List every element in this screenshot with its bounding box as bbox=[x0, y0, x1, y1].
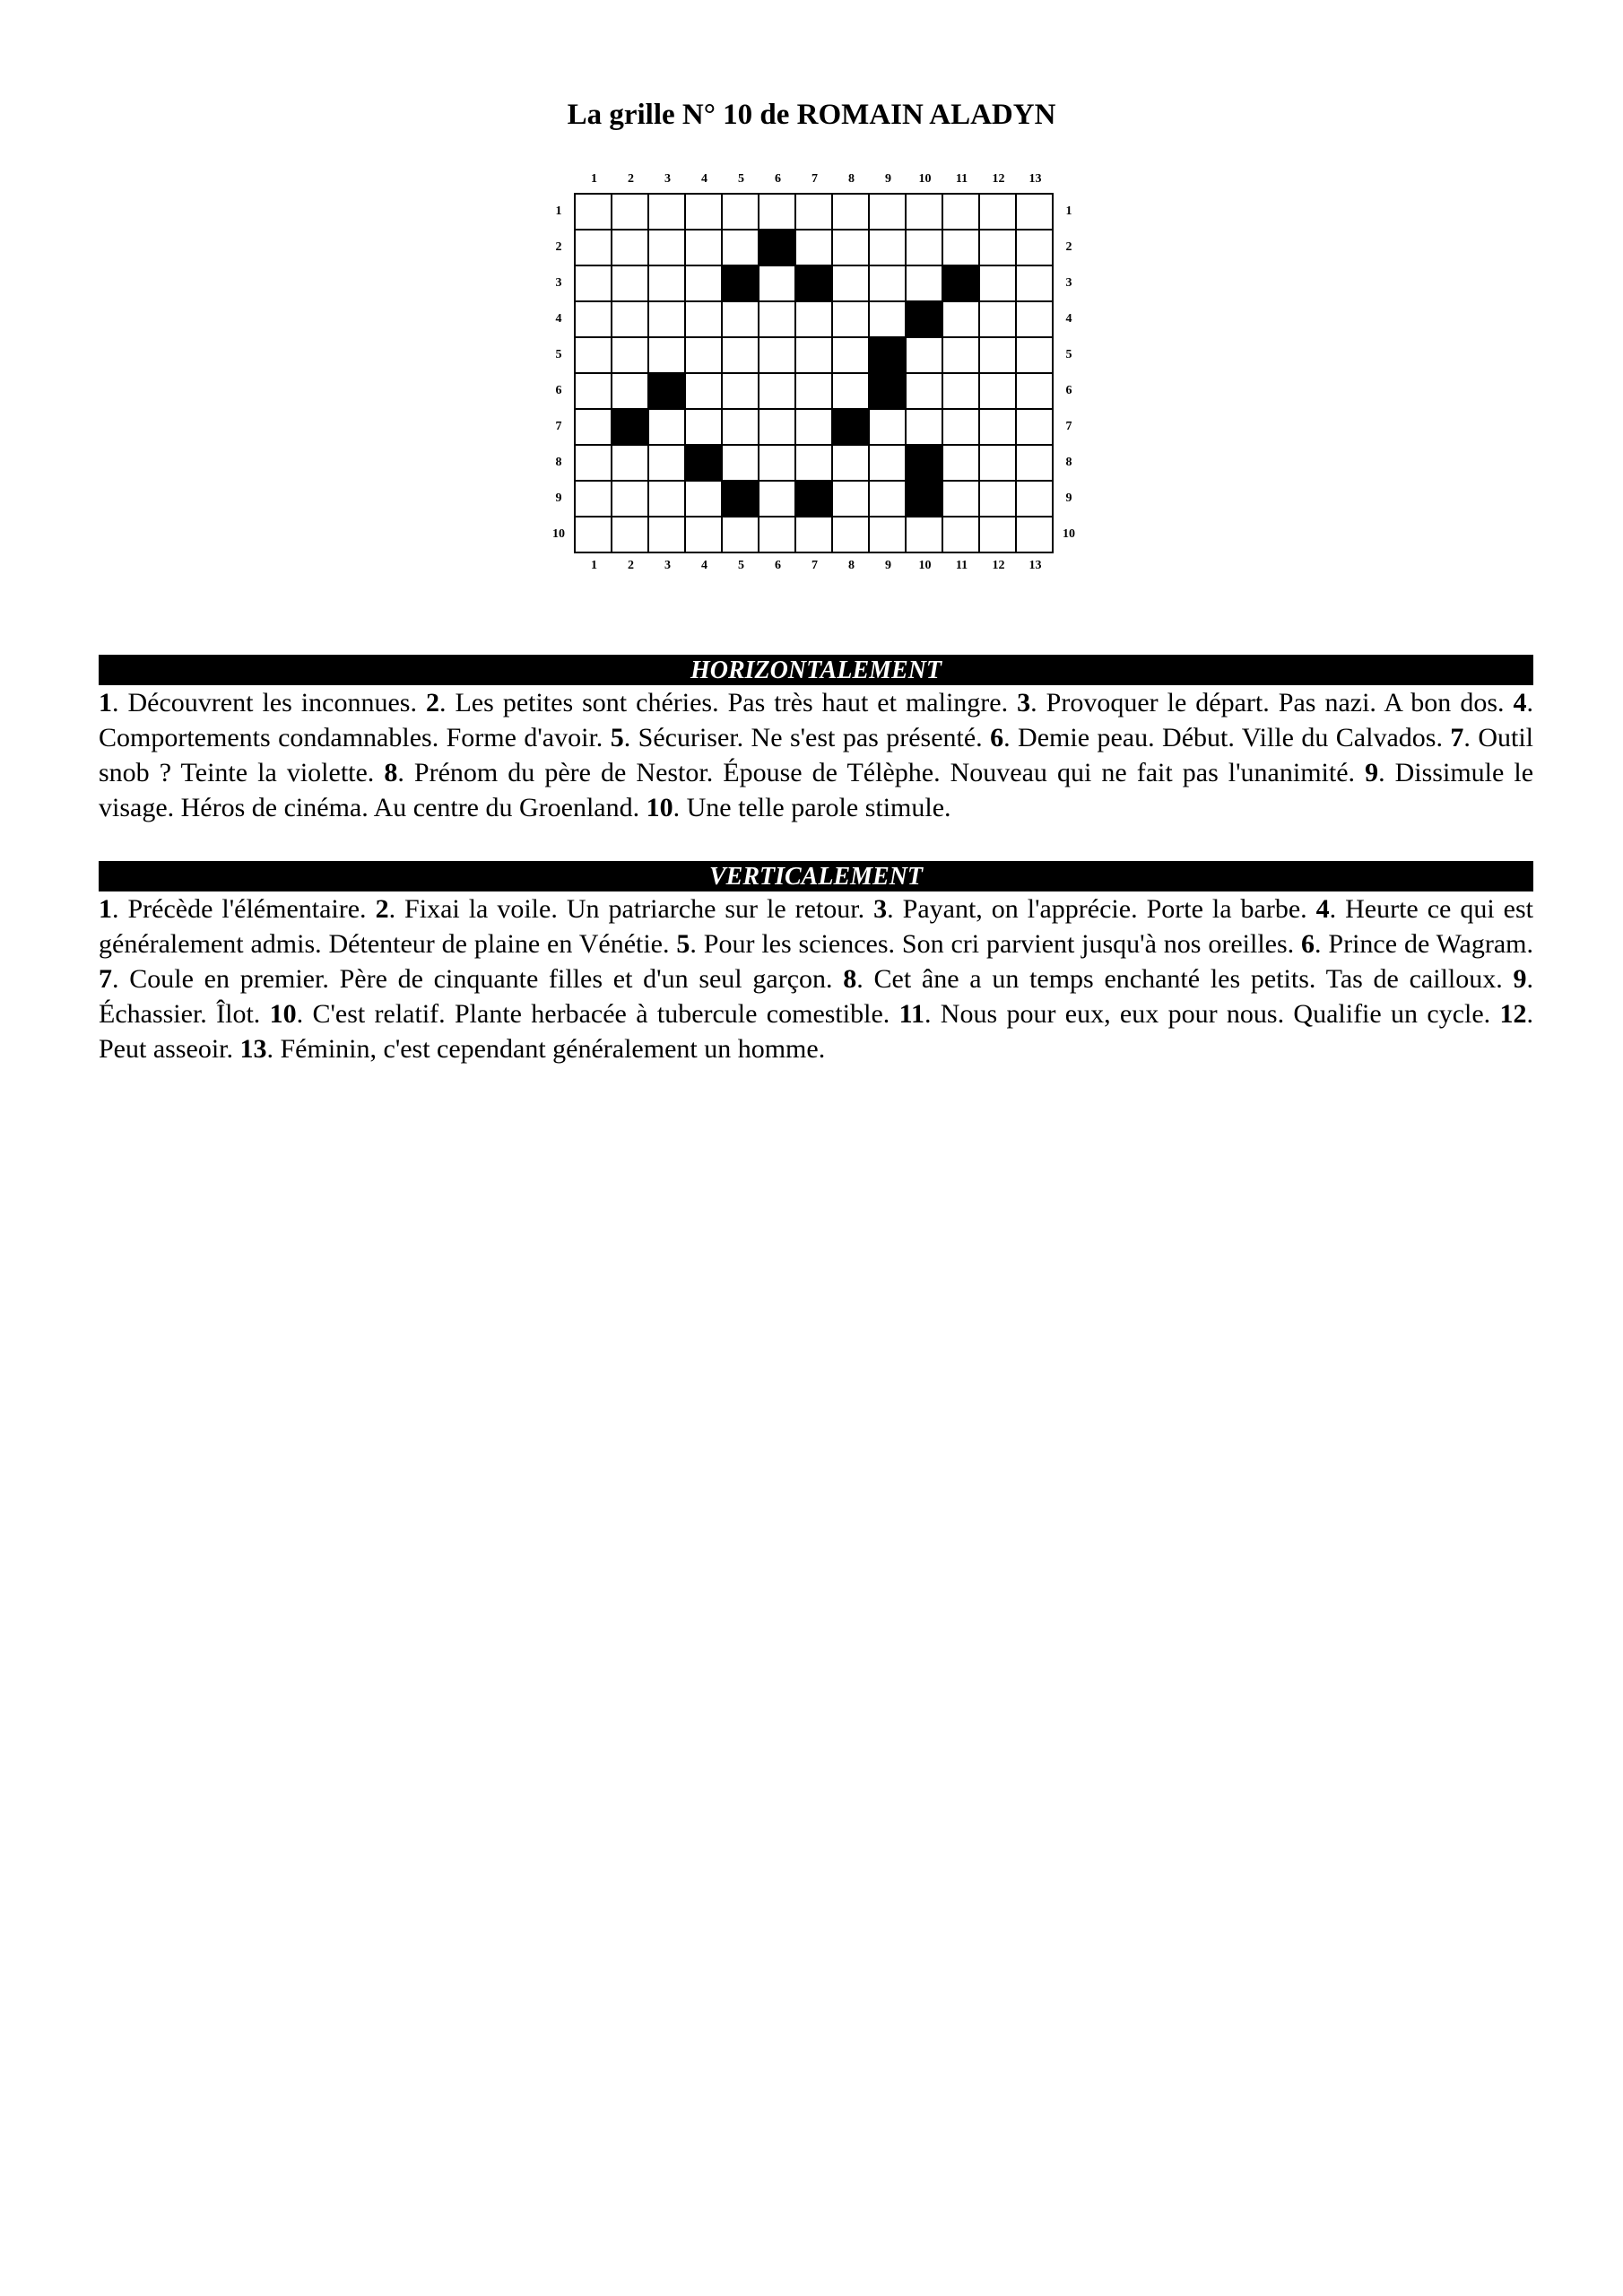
grid-cell[interactable] bbox=[649, 338, 686, 374]
grid-cell[interactable] bbox=[980, 302, 1017, 338]
grid-cell[interactable] bbox=[980, 374, 1017, 410]
clue-number: 4 bbox=[1513, 688, 1527, 718]
grid-cell[interactable] bbox=[796, 195, 833, 230]
column-number-bottom: 12 bbox=[992, 559, 1005, 572]
grid-cell[interactable] bbox=[759, 446, 796, 482]
clue-number: 3 bbox=[873, 894, 888, 924]
column-number-top: 8 bbox=[848, 172, 855, 186]
clue-number: 9 bbox=[1365, 758, 1379, 787]
grid-cell[interactable] bbox=[612, 517, 649, 553]
grid-cell[interactable] bbox=[980, 266, 1017, 302]
grid-cell[interactable] bbox=[833, 230, 870, 266]
column-number-top: 3 bbox=[664, 172, 671, 186]
grid-cell[interactable] bbox=[870, 195, 907, 230]
clue-text: . Précède l'élémentaire. bbox=[112, 894, 376, 924]
clue-text: . Une telle parole stimule. bbox=[673, 793, 951, 822]
grid-cell[interactable] bbox=[907, 374, 943, 410]
column-number-top: 4 bbox=[701, 172, 707, 186]
grid-cell[interactable] bbox=[686, 410, 723, 446]
clue-number: 9 bbox=[1513, 964, 1527, 994]
black-cell bbox=[907, 302, 943, 338]
grid-cell[interactable] bbox=[686, 302, 723, 338]
row-number-right: 2 bbox=[1065, 240, 1072, 254]
grid-cell[interactable] bbox=[833, 374, 870, 410]
grid-cell[interactable] bbox=[1017, 302, 1054, 338]
row-number-right: 1 bbox=[1065, 204, 1072, 218]
row-number-right: 3 bbox=[1065, 276, 1072, 290]
grid-cell[interactable] bbox=[1017, 482, 1054, 517]
grid-cell[interactable] bbox=[943, 446, 980, 482]
row-number-right: 10 bbox=[1063, 527, 1075, 541]
grid-cell[interactable] bbox=[723, 302, 759, 338]
clue-text: . Les petites sont chéries. Pas très haut et malingre. bbox=[438, 688, 1018, 718]
column-number-bottom: 8 bbox=[848, 559, 855, 572]
grid-cell[interactable] bbox=[723, 338, 759, 374]
black-cell bbox=[796, 482, 833, 517]
grid-cell[interactable] bbox=[612, 230, 649, 266]
grid-cell[interactable] bbox=[833, 302, 870, 338]
grid-cell[interactable] bbox=[870, 482, 907, 517]
grid-cell[interactable] bbox=[980, 195, 1017, 230]
grid-cell[interactable] bbox=[686, 266, 723, 302]
black-cell bbox=[907, 446, 943, 482]
grid-cell[interactable] bbox=[612, 482, 649, 517]
row-number-right: 8 bbox=[1065, 456, 1072, 469]
grid-cell[interactable] bbox=[612, 195, 649, 230]
column-number-bottom: 1 bbox=[591, 559, 597, 572]
clue-text: . Féminin, c'est cependant généralement un homme. bbox=[266, 1034, 826, 1064]
black-cell bbox=[723, 266, 759, 302]
clue-number: 4 bbox=[1315, 894, 1330, 924]
grid-cell[interactable] bbox=[576, 302, 612, 338]
grid-cell[interactable] bbox=[796, 230, 833, 266]
clue-number: 10 bbox=[646, 793, 673, 822]
grid-cell[interactable] bbox=[907, 410, 943, 446]
grid-cell[interactable] bbox=[649, 266, 686, 302]
column-number-top: 10 bbox=[918, 172, 932, 186]
grid-cell[interactable] bbox=[649, 195, 686, 230]
grid-cell[interactable] bbox=[612, 374, 649, 410]
row-number-left: 10 bbox=[552, 527, 565, 541]
grid-cell[interactable] bbox=[870, 410, 907, 446]
clue-number: 6 bbox=[990, 723, 1004, 752]
column-number-top: 7 bbox=[812, 172, 818, 186]
clue-number: 10 bbox=[269, 999, 297, 1029]
clue-text: . Découvrent les inconnues. bbox=[112, 688, 426, 718]
clue-number: 13 bbox=[239, 1034, 267, 1064]
row-number-left: 5 bbox=[555, 348, 562, 361]
row-number-left: 6 bbox=[555, 384, 562, 397]
column-number-bottom: 7 bbox=[812, 559, 818, 572]
grid-cell[interactable] bbox=[759, 338, 796, 374]
grid-cell[interactable] bbox=[686, 230, 723, 266]
grid-cell[interactable] bbox=[870, 517, 907, 553]
clue-text: . Sécuriser. Ne s'est pas présenté. bbox=[623, 723, 991, 752]
grid-cell[interactable] bbox=[759, 302, 796, 338]
clue-number: 5 bbox=[676, 929, 690, 959]
column-number-bottom: 4 bbox=[701, 559, 707, 572]
clue-number: 12 bbox=[1499, 999, 1527, 1029]
black-cell bbox=[870, 374, 907, 410]
grid-cell[interactable] bbox=[1017, 446, 1054, 482]
grid-cell[interactable] bbox=[907, 195, 943, 230]
column-number-bottom: 9 bbox=[885, 559, 891, 572]
grid-cell[interactable] bbox=[943, 374, 980, 410]
horizontal-clues bbox=[99, 685, 1533, 825]
grid-cell[interactable] bbox=[980, 446, 1017, 482]
black-cell bbox=[870, 338, 907, 374]
black-cell bbox=[907, 482, 943, 517]
clue-number: 2 bbox=[375, 894, 389, 924]
grid-cell[interactable] bbox=[1017, 195, 1054, 230]
clue-text: . Nous pour eux, eux pour nous. Qualifie un cycle. bbox=[924, 999, 1500, 1029]
row-number-right: 7 bbox=[1065, 420, 1072, 433]
column-number-bottom: 11 bbox=[955, 559, 968, 572]
grid-cell[interactable] bbox=[1017, 517, 1054, 553]
grid-cell[interactable] bbox=[576, 517, 612, 553]
grid-cell[interactable] bbox=[723, 517, 759, 553]
row-number-left: 9 bbox=[555, 491, 562, 505]
clue-text: . C'est relatif. Plante herbacée à tubercule comestible. bbox=[296, 999, 899, 1029]
column-number-top: 13 bbox=[1028, 172, 1042, 186]
column-number-top: 12 bbox=[992, 172, 1005, 186]
column-number-bottom: 3 bbox=[664, 559, 671, 572]
grid-cell[interactable] bbox=[833, 195, 870, 230]
clue-number: 7 bbox=[99, 964, 112, 994]
clue-number: 8 bbox=[843, 964, 857, 994]
grid-cell[interactable] bbox=[943, 517, 980, 553]
grid-cell[interactable] bbox=[870, 230, 907, 266]
grid-cell[interactable] bbox=[943, 302, 980, 338]
black-cell bbox=[759, 230, 796, 266]
column-number-top: 9 bbox=[885, 172, 891, 186]
vertical-heading: VERTICALEMENT bbox=[99, 861, 1533, 891]
row-number-right: 9 bbox=[1065, 491, 1072, 505]
grid-cell[interactable] bbox=[833, 482, 870, 517]
grid-cell[interactable] bbox=[943, 338, 980, 374]
column-number-top: 6 bbox=[775, 172, 781, 186]
grid-cell[interactable] bbox=[870, 302, 907, 338]
grid-cell[interactable] bbox=[943, 195, 980, 230]
grid-cell[interactable] bbox=[870, 446, 907, 482]
grid-cell[interactable] bbox=[576, 230, 612, 266]
grid-cell[interactable] bbox=[980, 482, 1017, 517]
grid-cell[interactable] bbox=[649, 230, 686, 266]
grid-cell[interactable] bbox=[759, 374, 796, 410]
row-number-left: 1 bbox=[555, 204, 562, 218]
row-number-left: 2 bbox=[555, 240, 562, 254]
grid-cell[interactable] bbox=[759, 482, 796, 517]
row-number-right: 4 bbox=[1065, 312, 1072, 326]
grid-cell[interactable] bbox=[612, 302, 649, 338]
grid-cell[interactable] bbox=[980, 517, 1017, 553]
column-number-top: 5 bbox=[738, 172, 744, 186]
column-number-bottom: 6 bbox=[775, 559, 781, 572]
grid-cell[interactable] bbox=[943, 230, 980, 266]
grid-cell[interactable] bbox=[796, 374, 833, 410]
grid-cell[interactable] bbox=[759, 266, 796, 302]
grid-cell[interactable] bbox=[833, 446, 870, 482]
clue-number: 1 bbox=[99, 688, 112, 718]
horizontal-heading: HORIZONTALEMENT bbox=[99, 655, 1533, 685]
clue-text: . Demie peau. Début. Ville du Calvados. bbox=[1003, 723, 1451, 752]
grid-cell[interactable] bbox=[907, 517, 943, 553]
vertical-clues bbox=[99, 891, 1533, 1066]
grid-cell[interactable] bbox=[907, 230, 943, 266]
grid-cell[interactable] bbox=[980, 410, 1017, 446]
clue-number: 1 bbox=[99, 894, 112, 924]
grid-cell[interactable] bbox=[649, 482, 686, 517]
grid-cell[interactable] bbox=[576, 374, 612, 410]
grid-cell[interactable] bbox=[576, 195, 612, 230]
grid-cell[interactable] bbox=[1017, 230, 1054, 266]
grid-cell[interactable] bbox=[1017, 374, 1054, 410]
grid-cell[interactable] bbox=[612, 266, 649, 302]
grid-cell[interactable] bbox=[796, 410, 833, 446]
grid-cell[interactable] bbox=[576, 446, 612, 482]
grid-cell[interactable] bbox=[759, 517, 796, 553]
clue-text: . Cet âne a un temps enchanté les petits. Tas de cailloux. bbox=[856, 964, 1514, 994]
grid-cell[interactable] bbox=[796, 338, 833, 374]
clue-text: . Fixai la voile. Un patriarche sur le retour. bbox=[388, 894, 874, 924]
grid-cell[interactable] bbox=[943, 482, 980, 517]
grid-cell[interactable] bbox=[833, 338, 870, 374]
grid-cell[interactable] bbox=[1017, 266, 1054, 302]
page-title: La grille N° 10 de ROMAIN ALADYN bbox=[567, 99, 1056, 131]
row-number-right: 6 bbox=[1065, 384, 1072, 397]
column-number-top: 2 bbox=[628, 172, 634, 186]
grid-cell[interactable] bbox=[980, 230, 1017, 266]
clue-text: . Heurte ce qui est généralement admis. Détenteur de plaine en Vénétie. bbox=[99, 894, 1534, 959]
column-number-top: 1 bbox=[591, 172, 597, 186]
column-number-bottom: 5 bbox=[738, 559, 744, 572]
row-number-right: 5 bbox=[1065, 348, 1072, 361]
grid-cell[interactable] bbox=[576, 338, 612, 374]
clue-number: 6 bbox=[1301, 929, 1315, 959]
grid-cell[interactable] bbox=[576, 482, 612, 517]
grid-cell[interactable] bbox=[612, 338, 649, 374]
grid-cell[interactable] bbox=[870, 266, 907, 302]
clue-number: 7 bbox=[1450, 723, 1464, 752]
grid-cell[interactable] bbox=[686, 482, 723, 517]
column-number-bottom: 2 bbox=[628, 559, 634, 572]
grid-cell[interactable] bbox=[576, 410, 612, 446]
grid-cell[interactable] bbox=[649, 410, 686, 446]
row-number-left: 7 bbox=[555, 420, 562, 433]
row-number-left: 8 bbox=[555, 456, 562, 469]
black-cell bbox=[943, 266, 980, 302]
clue-text: . Prénom du père de Nestor. Épouse de Télèphe. Nouveau qui ne fait pas l'unanimité. bbox=[397, 758, 1366, 787]
clue-text: . Provoquer le départ. Pas nazi. A bon dos. bbox=[1030, 688, 1514, 718]
grid-cell[interactable] bbox=[723, 230, 759, 266]
grid-cell[interactable] bbox=[980, 338, 1017, 374]
clue-number: 3 bbox=[1017, 688, 1031, 718]
grid-cell[interactable] bbox=[943, 410, 980, 446]
black-cell bbox=[649, 374, 686, 410]
black-cell bbox=[686, 446, 723, 482]
column-number-bottom: 13 bbox=[1028, 559, 1042, 572]
column-number-bottom: 10 bbox=[918, 559, 932, 572]
grid-cell[interactable] bbox=[723, 195, 759, 230]
grid-cell[interactable] bbox=[759, 195, 796, 230]
crossword-grid[interactable] bbox=[574, 193, 1054, 553]
grid-cell[interactable] bbox=[907, 338, 943, 374]
clue-text: . Dissimule le visage. Héros de cinéma. Au centre du Groenland. bbox=[99, 758, 1534, 822]
grid-cell[interactable] bbox=[612, 446, 649, 482]
grid-cell[interactable] bbox=[907, 266, 943, 302]
clue-text: . Échassier. Îlot. bbox=[99, 964, 1533, 1029]
grid-cell[interactable] bbox=[1017, 410, 1054, 446]
clue-text: . Peut asseoir. bbox=[99, 999, 1533, 1064]
grid-cell[interactable] bbox=[723, 410, 759, 446]
grid-cell[interactable] bbox=[723, 374, 759, 410]
grid-cell[interactable] bbox=[796, 446, 833, 482]
row-number-left: 4 bbox=[555, 312, 562, 326]
clue-text: . Comportements condamnables. Forme d'avoir. bbox=[99, 688, 1534, 752]
black-cell bbox=[723, 482, 759, 517]
clue-number: 5 bbox=[610, 723, 624, 752]
clue-text: . Pour les sciences. Son cri parvient jusqu'à nos oreilles. bbox=[690, 929, 1302, 959]
grid-cell[interactable] bbox=[686, 374, 723, 410]
grid-cell[interactable] bbox=[649, 446, 686, 482]
grid-cell[interactable] bbox=[576, 266, 612, 302]
grid-cell[interactable] bbox=[686, 517, 723, 553]
grid-cell[interactable] bbox=[833, 266, 870, 302]
column-number-top: 11 bbox=[955, 172, 968, 186]
grid-cell[interactable] bbox=[833, 517, 870, 553]
grid-cell[interactable] bbox=[649, 517, 686, 553]
grid-cell[interactable] bbox=[796, 302, 833, 338]
grid-cell[interactable] bbox=[686, 338, 723, 374]
clue-number: 11 bbox=[898, 999, 924, 1029]
crossword-area bbox=[0, 0, 1623, 592]
clue-text: . Outil snob ? Teinte la violette. bbox=[99, 723, 1533, 787]
grid-cell[interactable] bbox=[1017, 338, 1054, 374]
grid-cell[interactable] bbox=[759, 410, 796, 446]
clue-text: . Payant, on l'apprécie. Porte la barbe. bbox=[887, 894, 1316, 924]
black-cell bbox=[796, 266, 833, 302]
black-cell bbox=[612, 410, 649, 446]
clue-number: 2 bbox=[425, 688, 439, 718]
grid-cell[interactable] bbox=[649, 302, 686, 338]
grid-cell[interactable] bbox=[686, 195, 723, 230]
grid-cell[interactable] bbox=[796, 517, 833, 553]
black-cell bbox=[833, 410, 870, 446]
clue-text: . Prince de Wagram. bbox=[1315, 929, 1533, 959]
clue-text: . Coule en premier. Père de cinquante filles et d'un seul garçon. bbox=[112, 964, 844, 994]
clue-number: 8 bbox=[384, 758, 398, 787]
row-number-left: 3 bbox=[555, 276, 562, 290]
grid-cell[interactable] bbox=[723, 446, 759, 482]
